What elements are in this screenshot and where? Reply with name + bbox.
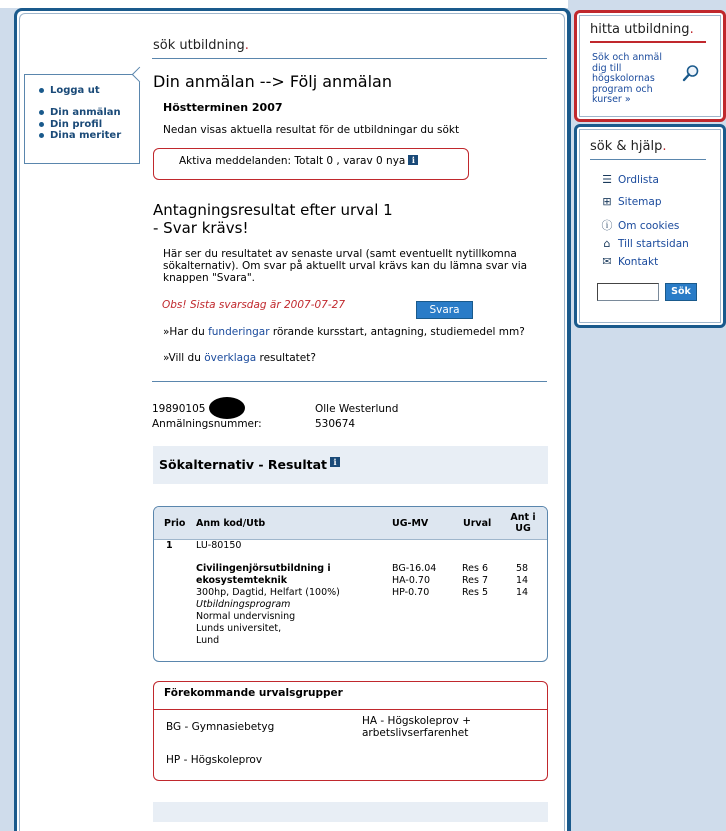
selection-groups-box [153,681,548,781]
info-icon[interactable]: i [330,457,340,467]
link-kontakt[interactable]: ✉ Kontakt [600,255,658,268]
home-icon: ⌂ [603,237,611,250]
next-section-bar [153,802,548,822]
group-hp: HP - Högskoleprov [166,754,263,766]
overklaga-link[interactable]: överklaga [204,352,257,364]
nav-din-anmalan[interactable]: Din anmälan [39,107,121,118]
result-ugmv: BG-16.04 HA-0.70 HP-0.70 [392,563,437,598]
row-program[interactable]: Civilingenjörsutbildning i ekosystemteknik [196,563,331,586]
sitemap-icon: ⊞ [602,195,612,208]
mail-icon: ✉ [602,255,612,268]
svara-button[interactable]: Svara [416,301,473,319]
lead-text: Nedan visas aktuella resultat för de utbildningar du sökt [163,124,460,136]
link-sitemap[interactable]: ⊞ Sitemap [600,195,662,208]
bullet-icon [39,88,44,93]
question-funderingar: »Har du funderingar rörande kursstart, antagning, studiemedel mm? [163,326,525,338]
question-overklaga: »Vill du överklaga resultatet? [163,352,316,364]
result-description: Här ser du resultatet av senaste urval (samt eventuellt nytillkomna sökalternativ). Om svar på aktuellt urval krävs kan du lämna svar via knappen "Svara". [163,248,528,284]
result-urval: Res 6 Res 7 Res 5 [462,563,489,598]
result-ant: 58 14 14 [516,563,529,598]
row-city: Lund [196,635,220,646]
redaction-blot [209,397,245,419]
search-input[interactable] [597,283,659,301]
find-education-link[interactable]: Sök och anmäl dig till högskolornas program och kurser » [592,52,662,105]
list-icon: ☰ [602,173,612,186]
site-logo[interactable]: sök utbildning. [153,38,249,53]
anmalningsnummer-label: Anmälningsnummer: [152,418,262,430]
link-cookies[interactable]: ⓘ Om cookies [601,219,680,232]
row-university: Lunds universitet, [196,623,282,634]
info-icon[interactable]: i [408,155,418,165]
groups-title: Förekommande urvalsgrupper [164,687,343,699]
alternatives-header: Sökalternativ - Resultat i [153,446,548,484]
col-prio: Prio [164,518,186,529]
logo-divider [152,58,547,59]
messages-text: Aktiva meddelanden: Totalt 0 , varav 0 nya [179,155,406,167]
col-ugmv: UG-MV [392,518,429,529]
results-table [153,506,548,662]
col-ant: Ant i UG [510,512,536,534]
row-details: 300hp, Dagtid, Helfart (100%) [196,587,340,598]
find-title-underline [590,41,706,43]
user-nav-box [24,74,140,164]
bullet-icon [39,133,44,138]
term-heading: Höstterminen 2007 [163,101,283,114]
funderingar-link[interactable]: funderingar [208,326,270,338]
personnummer: 19890105 [152,403,206,415]
search-help-title: sök & hjälp. [590,139,667,154]
col-kod: Anm kod/Utb [196,518,266,529]
bullet-icon [39,110,44,115]
messages-box [153,148,469,180]
row-mode: Normal undervisning [196,611,296,622]
anmalningsnummer-value: 530674 [315,418,356,430]
section-divider [152,381,547,382]
row-type: Utbildningsprogram [196,599,291,610]
col-urval: Urval [463,518,492,529]
link-ordlista[interactable]: ☰ Ordlista [600,173,659,186]
result-heading: Antagningsresultat efter urval 1 - Svar krävs! [153,201,393,237]
group-ha: HA - Högskoleprov + arbetslivserfarenhet [362,715,472,739]
nav-dina-meriter[interactable]: Dina meriter [39,130,121,141]
find-education-title: hitta utbildning. [590,22,694,37]
magnifier-icon[interactable] [682,64,700,82]
help-title-underline [590,159,706,160]
applicant-name: Olle Westerlund [315,403,399,415]
row-prio: 1 [166,540,173,551]
group-bg: BG - Gymnasiebetyg [166,721,275,733]
bullet-icon [39,122,44,127]
link-startsidan[interactable]: ⌂ Till startsidan [600,237,689,250]
deadline-notice: Obs! Sista svarsdag är 2007-07-27 [162,299,346,311]
row-code: LU-80150 [196,540,242,551]
info-icon: ⓘ [601,219,613,232]
search-button[interactable]: Sök [665,283,697,301]
page-title: Din anmälan --> Följ anmälan [153,72,392,91]
right-rail [568,0,726,816]
nav-logout[interactable]: Logga ut [39,85,100,96]
nav-din-profil[interactable]: Din profil [39,119,102,130]
